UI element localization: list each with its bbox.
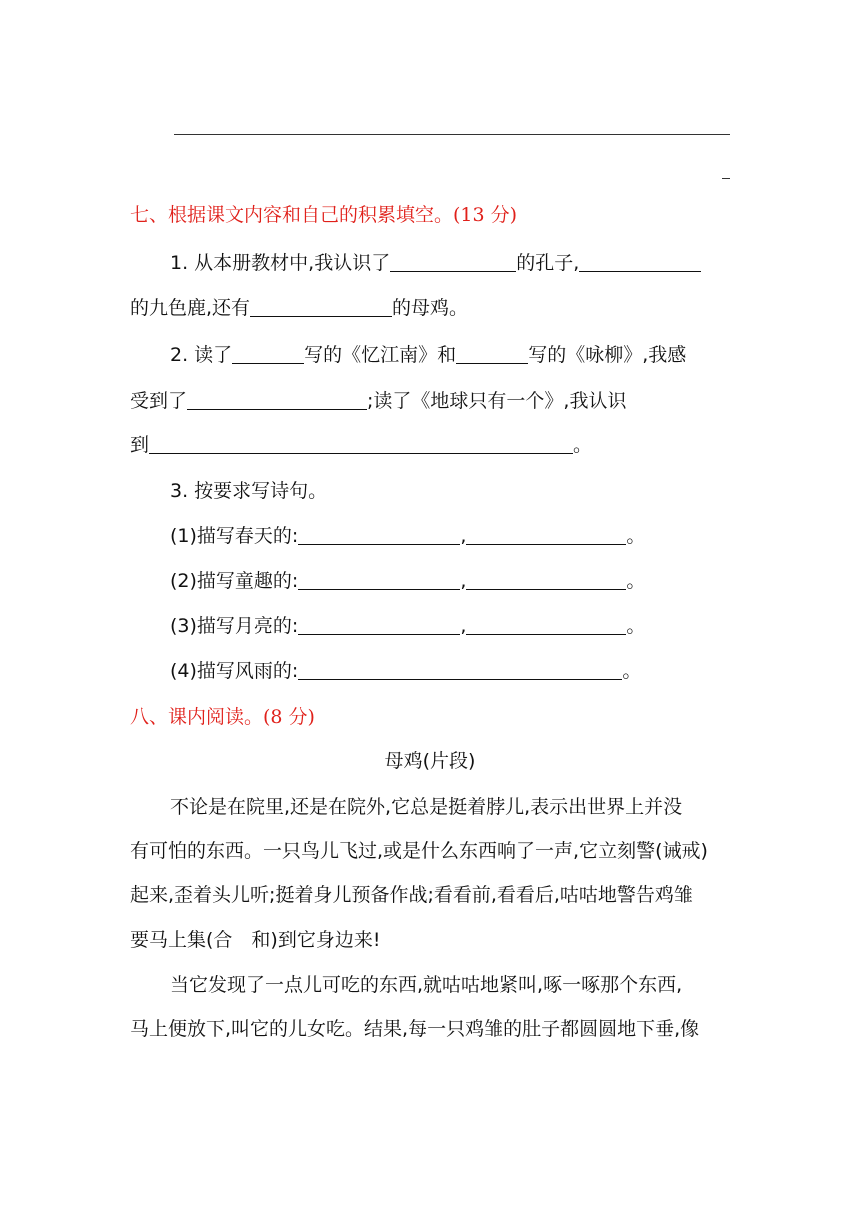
blank-childhood-2[interactable]: [466, 567, 626, 590]
blank-author-1[interactable]: [232, 341, 304, 364]
q3-item-label: (4)描写风雨的:: [170, 660, 299, 682]
q2-line-1: [170, 340, 730, 370]
blank-spring-2[interactable]: [466, 522, 626, 545]
passage-line: 起来,歪着头儿听;挺着身儿预备作战;看看前,看看后,咕咕地警告鸡雏: [130, 884, 693, 906]
blank-confucius[interactable]: [390, 249, 516, 272]
blank-feeling[interactable]: [187, 387, 367, 410]
q2-a: 写的《忆江南》和: [304, 344, 457, 366]
top-rule: [174, 134, 730, 135]
q2-line-2: [130, 386, 730, 416]
passage-line: 不论是在院里,还是在院外,它总是挺着脖儿,表示出世界上并没: [170, 796, 683, 818]
q3-item-sep: ,: [460, 570, 467, 592]
q1-line-2: [130, 293, 730, 323]
q3-heading: 3. 按要求写诗句。: [170, 480, 328, 502]
blank-moon-2[interactable]: [466, 612, 626, 635]
q3-item-label: (3)描写月亮的:: [170, 615, 299, 637]
blank-childhood-1[interactable]: [298, 567, 460, 590]
q3-item-sep: ,: [460, 615, 467, 637]
q1-line2-b: 的母鸡。: [392, 297, 469, 319]
q3-item-1: [170, 521, 730, 551]
section-7-heading: 七、根据课文内容和自己的积累填空。(13 分): [130, 204, 518, 226]
q2-line3-a: 到: [130, 434, 150, 456]
q1-prefix: 1. 从本册教材中,我认识了: [170, 252, 391, 274]
q1-mid: 的孔子,: [516, 252, 580, 274]
q3-item-end: 。: [622, 660, 642, 682]
passage-line: 当它发现了一点儿可吃的东西,就咕咕地紧叫,啄一啄那个东西,: [170, 974, 683, 996]
blank-wind-rain[interactable]: [298, 657, 622, 680]
q3-item-end: 。: [626, 570, 646, 592]
q1-line2-a: 的九色鹿,还有: [130, 297, 251, 319]
q2-b: 写的《咏柳》,我感: [528, 344, 687, 366]
q3-item-3: [170, 611, 730, 641]
q3-item-end: 。: [626, 615, 646, 637]
q3-item-2: [170, 566, 730, 596]
passage-line: 有可怕的东西。一只鸟儿飞过,或是什么东西响了一声,它立刻警(诫戒): [130, 840, 708, 862]
q2-line2-b: ;读了《地球只有一个》,我认识: [367, 390, 627, 412]
passage-line: 要马上集(合 和)到它身边来!: [130, 929, 381, 951]
q2-prefix: 2. 读了: [170, 344, 233, 366]
blank-deer[interactable]: [579, 249, 701, 272]
q1-line-1: [170, 248, 730, 278]
q3-item-label: (2)描写童趣的:: [170, 570, 299, 592]
q3-item-end: 。: [626, 525, 646, 547]
q3-item-sep: ,: [460, 525, 467, 547]
blank-realization[interactable]: [149, 431, 573, 454]
section-8-heading: 八、课内阅读。(8 分): [130, 706, 315, 728]
blank-moon-1[interactable]: [298, 612, 460, 635]
passage-title: 母鸡(片段): [384, 750, 476, 772]
q2-line3-b: 。: [573, 434, 593, 456]
q3-item-4: [170, 656, 730, 686]
short-dash: [722, 178, 730, 179]
blank-author-2[interactable]: [456, 341, 528, 364]
q2-line-3: [130, 430, 730, 460]
q3-item-label: (1)描写春天的:: [170, 525, 299, 547]
passage-line: 马上便放下,叫它的儿女吃。结果,每一只鸡雏的肚子都圆圆地下垂,像: [130, 1018, 700, 1040]
q2-line2-a: 受到了: [130, 390, 188, 412]
blank-hen[interactable]: [250, 294, 392, 317]
blank-spring-1[interactable]: [298, 522, 460, 545]
